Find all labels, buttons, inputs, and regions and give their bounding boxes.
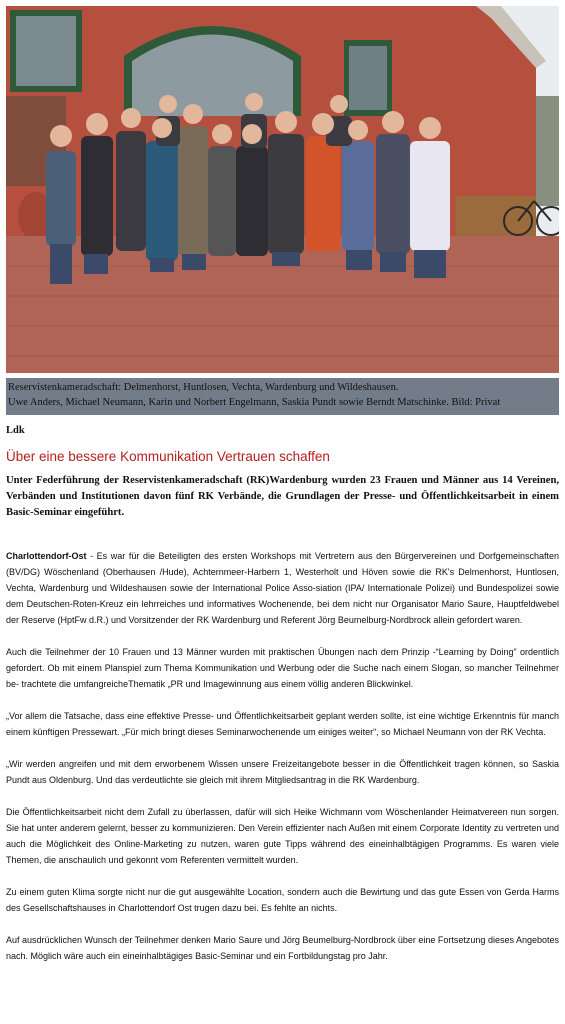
caption-line-1: Reservistenkameradschaft: Delmenhorst, Huntlosen, Vechta, Wardenburg und Wildeshausen. <box>8 382 399 393</box>
article-body <box>6 548 559 980</box>
paragraph-5: Die Öffentlichkeitsarbeit nicht dem Zufall zu überlassen, dafür will sich Heike Wichmann vom Wöschenlander Heimatvereen nun sorgen. Sie hat unter anderem gelernt, besser zu kommunizieren. Den Verein effizienter nach Außen mit einem Corporate Identity zu vertreten und auch die Möglichkeit des Online-Marketing zu nutzen, waren gute Tipps während des eineinhalbtägigen Programms. Es waren viele Themen, die anschaulich und gekonnt vom Referenten vermittelt wurden. <box>6 807 559 865</box>
article-lead: Unter Federführung der Reservistenkameradschaft (RK)Wardenburg wurden 23 Frauen und Männer aus 14 Vereinen, Verbänden und Institutionen davon fünf RK Verbände, die Grundlagen der Presse- und Öffentlichkeitsarbeit in einem Basic-Seminar eingeführt. <box>6 475 559 518</box>
paragraph-1-text: - Es war für die Beteiligten des ersten Workshops mit Vertretern aus den Bürgervereinen und Dorfgemeinschaften (BV/DG) Wöschenland (Oberhausen /Hude), Achternmeer-Harbern 1, Westerholt und Höven sowie die RK's Delmenhorst, Huntlosen, Vechta, Wardenburg und Wildeshausen sowie der International Police Asso-siation (IPA/ Internationale Polizei) und Bundespolizei sowie dem Deutschen-Roten-Kreuz ein lehrreiches und informatives Wochenende, bei dem nicht nur Organisator Mario Saure, Hauptfeldwebel der Reserve (HptFw d.R.) und Vorsitzender der RK Wardenburg und Referent Jörg Beumelburg-Nordbrock allein gefordert waren. <box>6 551 559 625</box>
group-photo-illustration <box>6 6 559 373</box>
dateline: Charlottendorf-Ost <box>6 551 87 561</box>
paragraph-4: „Wir werden angreifen und mit dem erworbenem Wissen unsere Freizeitangebote besser in die Öffentlichkeit tragen können, so Saskia Pundt aus Oldenburg. Und das verdeutlichte sie gleich mit ihrem Mitgliedsantrag in die RK Wardenburg. <box>6 759 559 785</box>
paragraph-3: „Vor allem die Tatsache, dass eine effektive Presse- und Öffentlichkeitsarbeit geplant werden sollte, ist eine wichtige Erkenntnis für manch einem künftigen Pressewart. „Für mich bringt dieses Seminarwochenende um einiges weiter“, so Michael Neumann von der RK Vechta. <box>6 711 559 737</box>
people-group <box>46 93 450 284</box>
paragraph-1 <box>6 548 559 628</box>
group-photo <box>6 6 559 373</box>
photo-caption <box>6 378 559 415</box>
paragraph-7: Auf ausdrücklichen Wunsch der Teilnehmer denken Mario Saure und Jörg Beumelburg-Nordbrock über eine Fortsetzung dieses Angebotes nach. Möglich wäre auch ein eineinhalbtägiges Basic-Seminar und ein Fortbildungstag pro Jahr. <box>6 935 559 961</box>
author-tag: Ldk <box>6 425 25 436</box>
paragraph-6: Zu einem guten Klima sorgte nicht nur die gut ausgewählte Location, sondern auch die Bewirtung und das gute Essen von Gerda Harms des Gesellschaftshauses in Charlottendorf Ost trugen dazu bei. Es fehlte an nichts. <box>6 887 559 913</box>
paragraph-2: Auch die Teilnehmer der 10 Frauen und 13 Männer wurden mit praktischen Übungen nach dem Prinzip -“Learning by Doing” ordentlich gefordert. Ob mit einem Planspiel zum Thema Kommunikation und Werbung oder die Suche nach einem Slogan, so mancher Teilnehmer be- trachtete die umfangreicheThematik „PR und Imagewinnung aus einem völlig anderen Blickwinkel. <box>6 647 559 689</box>
caption-line-2: Uwe Anders, Michael Neumann, Karin und Norbert Engelmann, Saskia Pundt sowie Berndt Matschinke. Bild: Privat <box>8 397 501 408</box>
article-headline: Über eine bessere Kommunikation Vertrauen schaffen <box>6 449 330 464</box>
